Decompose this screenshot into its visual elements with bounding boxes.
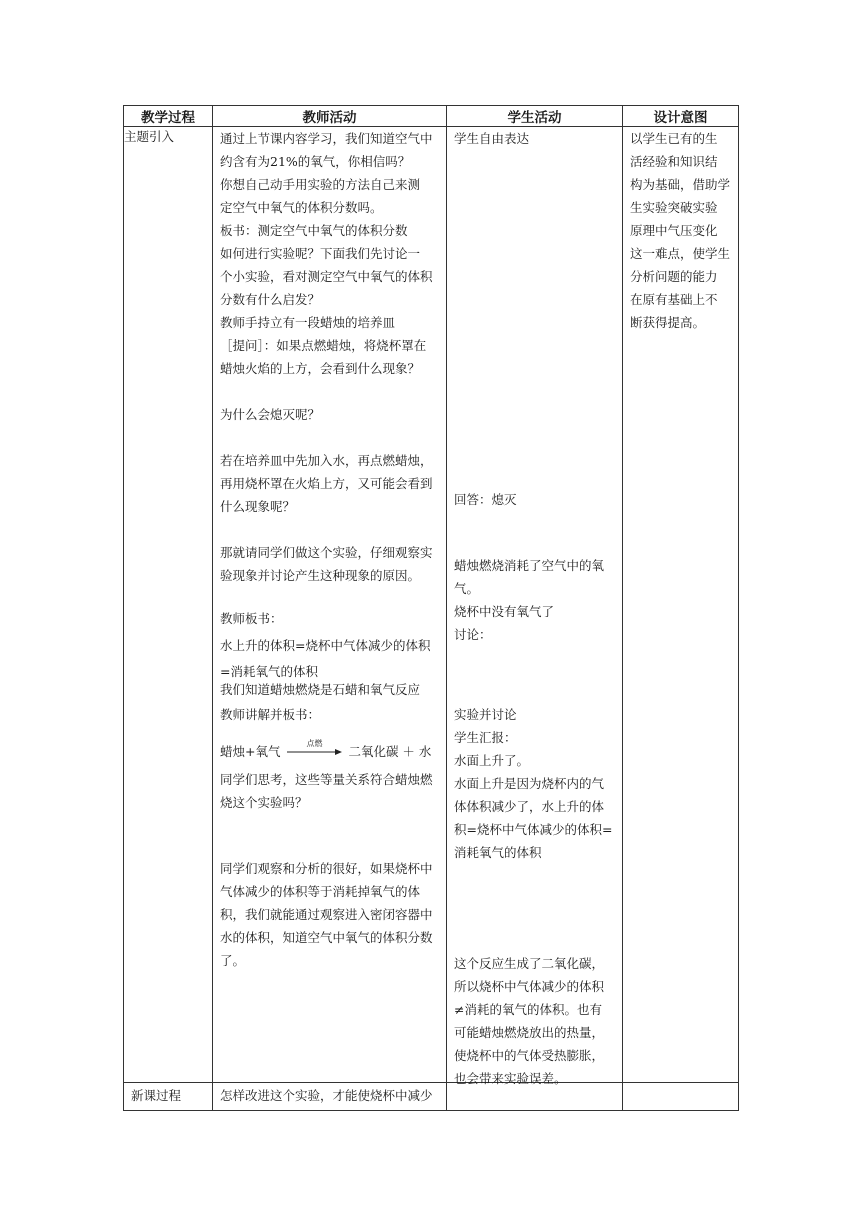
student-activity-cell (447, 127, 623, 1086)
teacher-line: 水上升的体积=烧杯中气体减少的体积 (220, 638, 431, 653)
teacher-line: 如何进行实验呢？下面我们先讨论一 (220, 246, 421, 261)
student-line: 消耗氧气的体积 (454, 845, 542, 860)
design-line: 这一难点，使学生 (630, 246, 731, 261)
header-row (124, 106, 739, 127)
header-student: 学生活动 (447, 106, 623, 127)
design-intent-cell (623, 127, 739, 1083)
student-line: 可能蜡烛燃烧放出的热量， (454, 1025, 605, 1040)
reaction-condition: 点燃 (306, 739, 323, 748)
equation-products: 二氧化碳 ＋ 水 (348, 744, 432, 759)
reaction-arrow (286, 739, 342, 760)
teacher-line: 烧这个实验吗？ (220, 795, 308, 810)
teacher-line: 教师讲解并板书： (220, 707, 321, 722)
student-line: ≠消耗的氧气的体积。也有 (454, 1002, 602, 1017)
design-line: 活经验和知识结 (630, 154, 718, 169)
header-teacher: 教师活动 (213, 106, 447, 127)
student-line: 讨论： (454, 627, 492, 642)
teacher-line: 通过上节课内容学习，我们知道空气中 (220, 131, 433, 146)
teacher-activity-cell (213, 127, 447, 1083)
teacher-activity-cell: 怎样改进这个实验，才能使烧杯中减少 (213, 1083, 447, 1111)
stage-cell: 新课过程 (124, 1083, 213, 1111)
student-line: 学生汇报： (454, 730, 517, 745)
teacher-line: 气体减少的体积等于消耗掉氧气的体 (220, 884, 421, 899)
design-line: 以学生已有的生 (630, 131, 718, 146)
header-design: 设计意图 (623, 106, 739, 127)
teacher-line: 水的体积，知道空气中氧气的体积分数 (220, 930, 433, 945)
student-line: 使烧杯中的气体受热膨胀， (454, 1048, 605, 1063)
teacher-line: 同学们思考，这些等量关系符合蜡烛燃 (220, 772, 433, 787)
table-row-new-lesson (124, 1083, 739, 1111)
teacher-line: 个小实验，看对测定空气中氧气的体积 (220, 269, 433, 284)
design-line: 分析问题的能力 (630, 269, 718, 284)
design-line: 构为基础，借助学 (630, 177, 731, 192)
student-line: 体体积减少了，水上升的体 (454, 799, 605, 814)
student-line: 回答：熄灭 (454, 492, 517, 507)
header-stage: 教学过程 (124, 106, 213, 127)
design-line: 在原有基础上不 (630, 292, 718, 307)
teacher-line: 约含有为21%的氧气，你相信吗？ (220, 154, 411, 169)
teacher-line: 若在培养皿中先加入水，再点燃蜡烛， (220, 453, 433, 468)
stage-cell: 主题引入 (124, 127, 213, 1083)
teacher-line: 板书：测定空气中氧气的体积分数 (220, 223, 408, 238)
teacher-line: 积，我们就能通过观察进入密闭容器中 (220, 907, 433, 922)
lesson-plan-table (123, 105, 739, 1111)
equation-reactants: 蜡烛+氧气 (220, 744, 281, 759)
teacher-line: 了。 (220, 953, 246, 968)
teacher-line: 为什么会熄灭呢？ (220, 407, 321, 422)
student-line: 气。 (454, 581, 480, 596)
student-line: 水面上升是因为烧杯内的气 (454, 776, 605, 791)
table-row-intro (124, 127, 739, 1083)
teacher-line: ［提问］：如果点燃蜡烛，将烧杯罩在 (220, 338, 427, 353)
teacher-line: 教师板书： (220, 611, 283, 626)
teacher-line: 蜡烛火焰的上方，会看到什么现象？ (220, 361, 421, 376)
teacher-line: 再用烧杯罩在火焰上方，又可能会看到 (220, 476, 433, 491)
teacher-line: 定空气中氧气的体积分数吗。 (220, 200, 383, 215)
design-line: 原理中气压变化 (630, 223, 718, 238)
design-line: 断获得提高。 (630, 315, 706, 330)
teacher-line: 同学们观察和分析的很好，如果烧杯中 (220, 861, 433, 876)
teacher-line: 那就请同学们做这个实验，仔细观察实 (220, 545, 433, 560)
teacher-line: 你想自己动手用实验的方法自己来测 (220, 177, 421, 192)
student-line: 烧杯中没有氧气了 (454, 604, 555, 619)
teacher-line: 什么现象呢？ (220, 499, 296, 514)
reaction-equation (220, 739, 432, 760)
student-line: 实验并讨论 (454, 707, 517, 722)
teacher-line: 分数有什么启发？ (220, 292, 321, 307)
student-line: 也会带来实验误差。 (454, 1071, 567, 1086)
student-line: 蜡烛燃烧消耗了空气中的氧 (454, 558, 605, 573)
student-line: 水面上升了。 (454, 753, 530, 768)
design-line: 生实验突破实验 (630, 200, 718, 215)
student-line: 所以烧杯中气体减少的体积 (454, 979, 605, 994)
student-line: 学生自由表达 (454, 131, 530, 146)
student-line: 积=烧杯中气体减少的体积= (454, 822, 613, 837)
student-line: 这个反应生成了二氧化碳， (454, 956, 605, 971)
design-intent-cell (623, 1083, 739, 1111)
teacher-line: 教师手持立有一段蜡烛的培养皿 (220, 315, 396, 330)
teacher-line: 验现象并讨论产生这种现象的原因。 (220, 568, 421, 583)
teacher-line: =消耗氧气的体积 (220, 664, 318, 679)
teacher-line: 我们知道蜡烛燃烧是石蜡和氧气反应 (220, 682, 421, 697)
arrow-icon (286, 748, 342, 756)
